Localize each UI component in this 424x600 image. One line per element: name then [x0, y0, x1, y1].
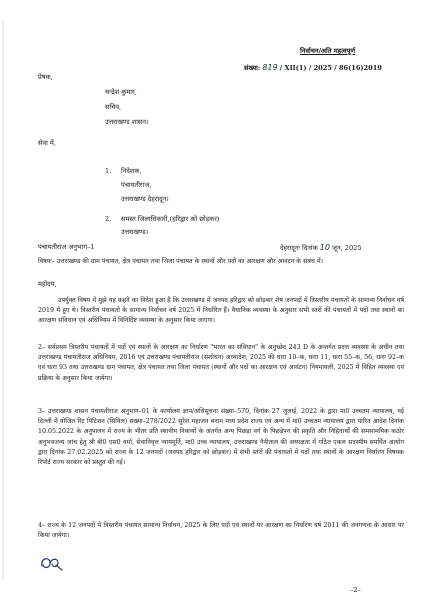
recipient-2-line-1: समस्त जिलाधिकारी,(हरिद्वार को छोड़कर)	[121, 215, 220, 223]
handwritten-initials	[38, 552, 66, 574]
letter-number-suffix: / XII(1) / 2025 / 86(16)2019	[279, 64, 382, 72]
recipient-1-line-2: पंचायतीराज,	[121, 181, 152, 189]
letter-date	[280, 243, 362, 253]
body-paragraph-1: उपर्युक्त विषय में मुझे यह कहने का निदेश हुआ है कि उत्तराखण्ड में जनपद हरिद्वार को छोड़कर शेष जनपदों में त्रिस्तरीय पंचायतों के सामान्य निर्वाचन वर्ष 2019 में हुए थे। त्रिस्तरीय पंचायतों के सामान्य निर्वाचन वर्ष 2025 में निर्धारित हैं। वैधानिक व्यवस्था के अनुसार सभी स्तरों की पंचायतों में पदों तथा स्थानों का आरक्षण संविधान एवं अधिनियम में विनिर्दिष्ट व्यवस्था के अनुसार किया जाएगा।	[38, 297, 404, 325]
letter-number	[244, 63, 382, 73]
recipient-2-number: 2.	[105, 215, 112, 223]
letter-number-prefix: संख्या:	[244, 64, 261, 72]
body-paragraph-3: 3– उत्तराखण्ड शासन पंचायतीराज अनुभाग–01 के कार्यालय ज्ञाप/अधिसूचना संख्या–570, दिनांक 27 जुलाई, 2022 के द्वारा मा0 उच्चतम न्यायालय, नई दिल्ली में योजित रिट पिटिशन (सिविल) संख्या–278/2022 सुरेश महाजन बनाम मध्य प्रदेश राज्य एवं अन्य में मा0 उच्चतम न्यायालय द्वारा पारित आदेश दिनांक 10.05.2022 के अनुपालन में राज्य के भीतर प्रति स्थानीय निकायों के अंतर्गत अन्य पिछड़ा वर्ग के पिछड़ेपन की प्रकृति और निहितार्थों की समसामयिक कठोर अनुभवजन्य जांच हेतु श्री बी0 एस0 वर्मा, सेवानिवृत्त न्यायमूर्ति, मा0 उच्च न्यायालय, उत्तराखण्ड नैनीताल की अध्यक्षता में गठित एकल सदस्यीय समर्पित आयोग द्वारा दिनांक 27.02.2025 को राज्य के 12 जनपदों (जनपद हरिद्वार को छोड़कर) में सभी स्तरों की पंचायतों में पदों तथा स्थानों के आरक्षण निर्धारण विषयक रिपोर्ट राज्य सरकार को प्रस्तुत की गई।	[38, 408, 404, 467]
date-suffix: जून, 2025	[332, 244, 362, 252]
salutation: महोदय,	[38, 280, 57, 288]
from-label: प्रेषक,	[38, 73, 53, 81]
classification-tag: निर्वाचन/अति महत्वपूर्ण	[300, 47, 356, 55]
date-prefix: देहरादूनः दिनांक	[280, 244, 318, 252]
date-handwritten: 10	[319, 243, 330, 252]
subject-line: विषयः– उत्तराखण्ड की ग्राम पंचायत, क्षेत्र पंचायत तथा जिला पंचायत के स्थानों और पदों का आरक्षण और आवंटन के संबंध में।	[38, 258, 323, 265]
recipient-2-line-2: उत्तराखण्ड।	[121, 228, 149, 236]
recipient-1-line-1: निदेशक,	[121, 167, 142, 175]
body-paragraph-2: 2– सर्वप्रथम त्रिस्तरीय पंचायतों में पदों एवं स्थानों के आरक्षण का निर्धारण "भारत का संविधान" के अनुच्छेद 243 D के अन्तर्गत प्रदत्त व्यवस्था के अधीन तथा उत्तराखण्ड पंचायतीराज अधिनियम, 2016 एवं उत्तराखण्ड पंचायतीराज (संशोधन) अध्यादेश, 2025 की धारा 10–क, धारा 11, धारा 55–क, 56, धारा 92–क एवं धारा 93 तथा उत्तराखण्ड ग्राम पंचायत, क्षेत्र पंचायत तथा जिला पंचायत (स्थानों और पदों का आरक्षण एवं आवंटन) नियमावली, 2025 में विहित व्यवस्था एवं प्रक्रिया के अनुसार किया जायेगा।	[38, 344, 404, 382]
page-number: –2–	[350, 586, 361, 594]
recipient-1-number: 1.	[105, 167, 112, 175]
recipient-1-line-3: उत्तराखण्ड देहरादून।	[121, 195, 169, 203]
body-paragraph-4: 4– राज्य के 12 जनपदों में त्रिस्तरीय पंचायत सामान्य निर्वाचन, 2025 के लिए पदों एवं स्थानों पर आरक्षण का निर्धारण वर्ष 2011 की जनगणना के आधार पर किया जायेगा।	[38, 522, 404, 540]
letter-number-handwritten: 819	[262, 63, 278, 72]
to-label: सेवा में,	[38, 139, 56, 147]
sender-office: उत्तराखण्ड शासन।	[105, 118, 149, 126]
sender-title: सचिव,	[105, 103, 122, 111]
sender-name: चन्द्रेश कुमार,	[105, 88, 137, 96]
section-name: पंचायतीराज अनुभाग–1	[38, 243, 95, 251]
scan-edge	[2, 20, 4, 580]
